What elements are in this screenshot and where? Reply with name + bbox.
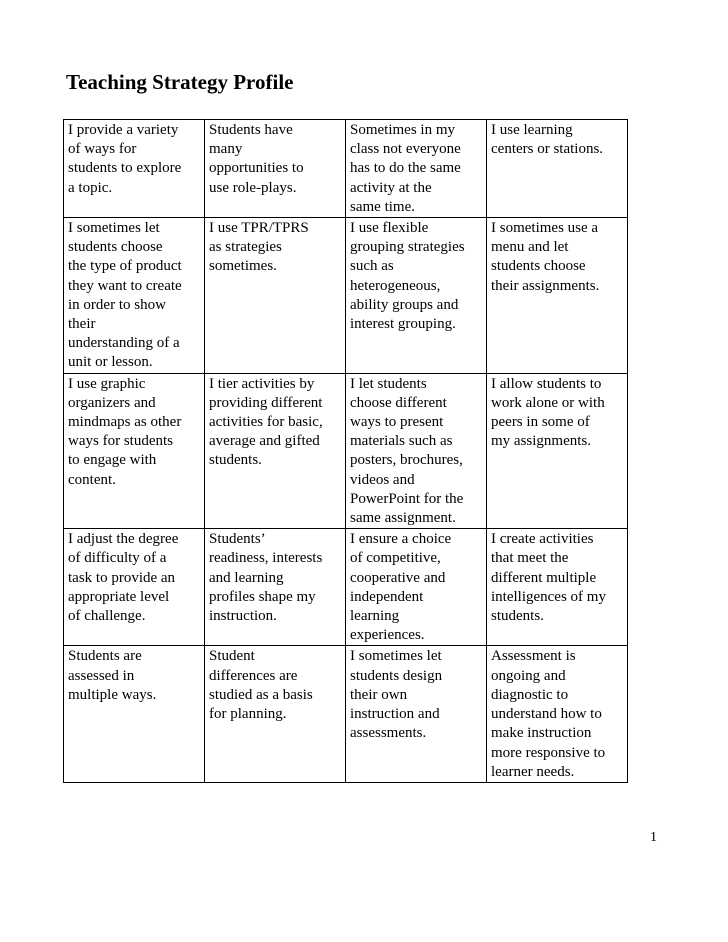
table-row xyxy=(64,218,628,374)
page-number: 1 xyxy=(650,830,657,845)
table-cell: I use graphic organizers and mindmaps as other ways for students to engage with content. xyxy=(64,373,205,529)
table-cell: Students are assessed in multiple ways. xyxy=(64,646,205,782)
table-row xyxy=(64,529,628,646)
table-cell: I use TPR/TPRS as strategies sometimes. xyxy=(205,218,346,374)
table-cell: I allow students to work alone or with peers in some of my assignments. xyxy=(487,373,628,529)
table-cell: I ensure a choice of competitive, cooperative and independent learning experiences. xyxy=(346,529,487,646)
table-row xyxy=(64,373,628,529)
table-cell: I sometimes let students choose the type of product they want to create in order to show their understanding of a unit or lesson. xyxy=(64,218,205,374)
table-cell: Students have many opportunities to use role-plays. xyxy=(205,120,346,218)
table-cell: I use flexible grouping strategies such as heterogeneous, ability groups and interest grouping. xyxy=(346,218,487,374)
table-cell: I sometimes use a menu and let students choose their assignments. xyxy=(487,218,628,374)
table-cell: Assessment is ongoing and diagnostic to understand how to make instruction more responsive to learner needs. xyxy=(487,646,628,782)
table-row xyxy=(64,646,628,782)
table-cell: Student differences are studied as a basis for planning. xyxy=(205,646,346,782)
table-cell: I sometimes let students design their own instruction and assessments. xyxy=(346,646,487,782)
table-cell: Sometimes in my class not everyone has to do the same activity at the same time. xyxy=(346,120,487,218)
table-cell: I let students choose different ways to present materials such as posters, brochures, videos and PowerPoint for the same assignment. xyxy=(346,373,487,529)
table-cell: I create activities that meet the different multiple intelligences of my students. xyxy=(487,529,628,646)
page-title: Teaching Strategy Profile xyxy=(66,70,294,94)
table-cell: I provide a variety of ways for students to explore a topic. xyxy=(64,120,205,218)
table-cell: Students’ readiness, interests and learning profiles shape my instruction. xyxy=(205,529,346,646)
table-row xyxy=(64,120,628,218)
table-cell: I adjust the degree of difficulty of a task to provide an appropriate level of challenge. xyxy=(64,529,205,646)
table-cell: I tier activities by providing different activities for basic, average and gifted students. xyxy=(205,373,346,529)
strategy-table xyxy=(63,119,628,783)
table-cell: I use learning centers or stations. xyxy=(487,120,628,218)
